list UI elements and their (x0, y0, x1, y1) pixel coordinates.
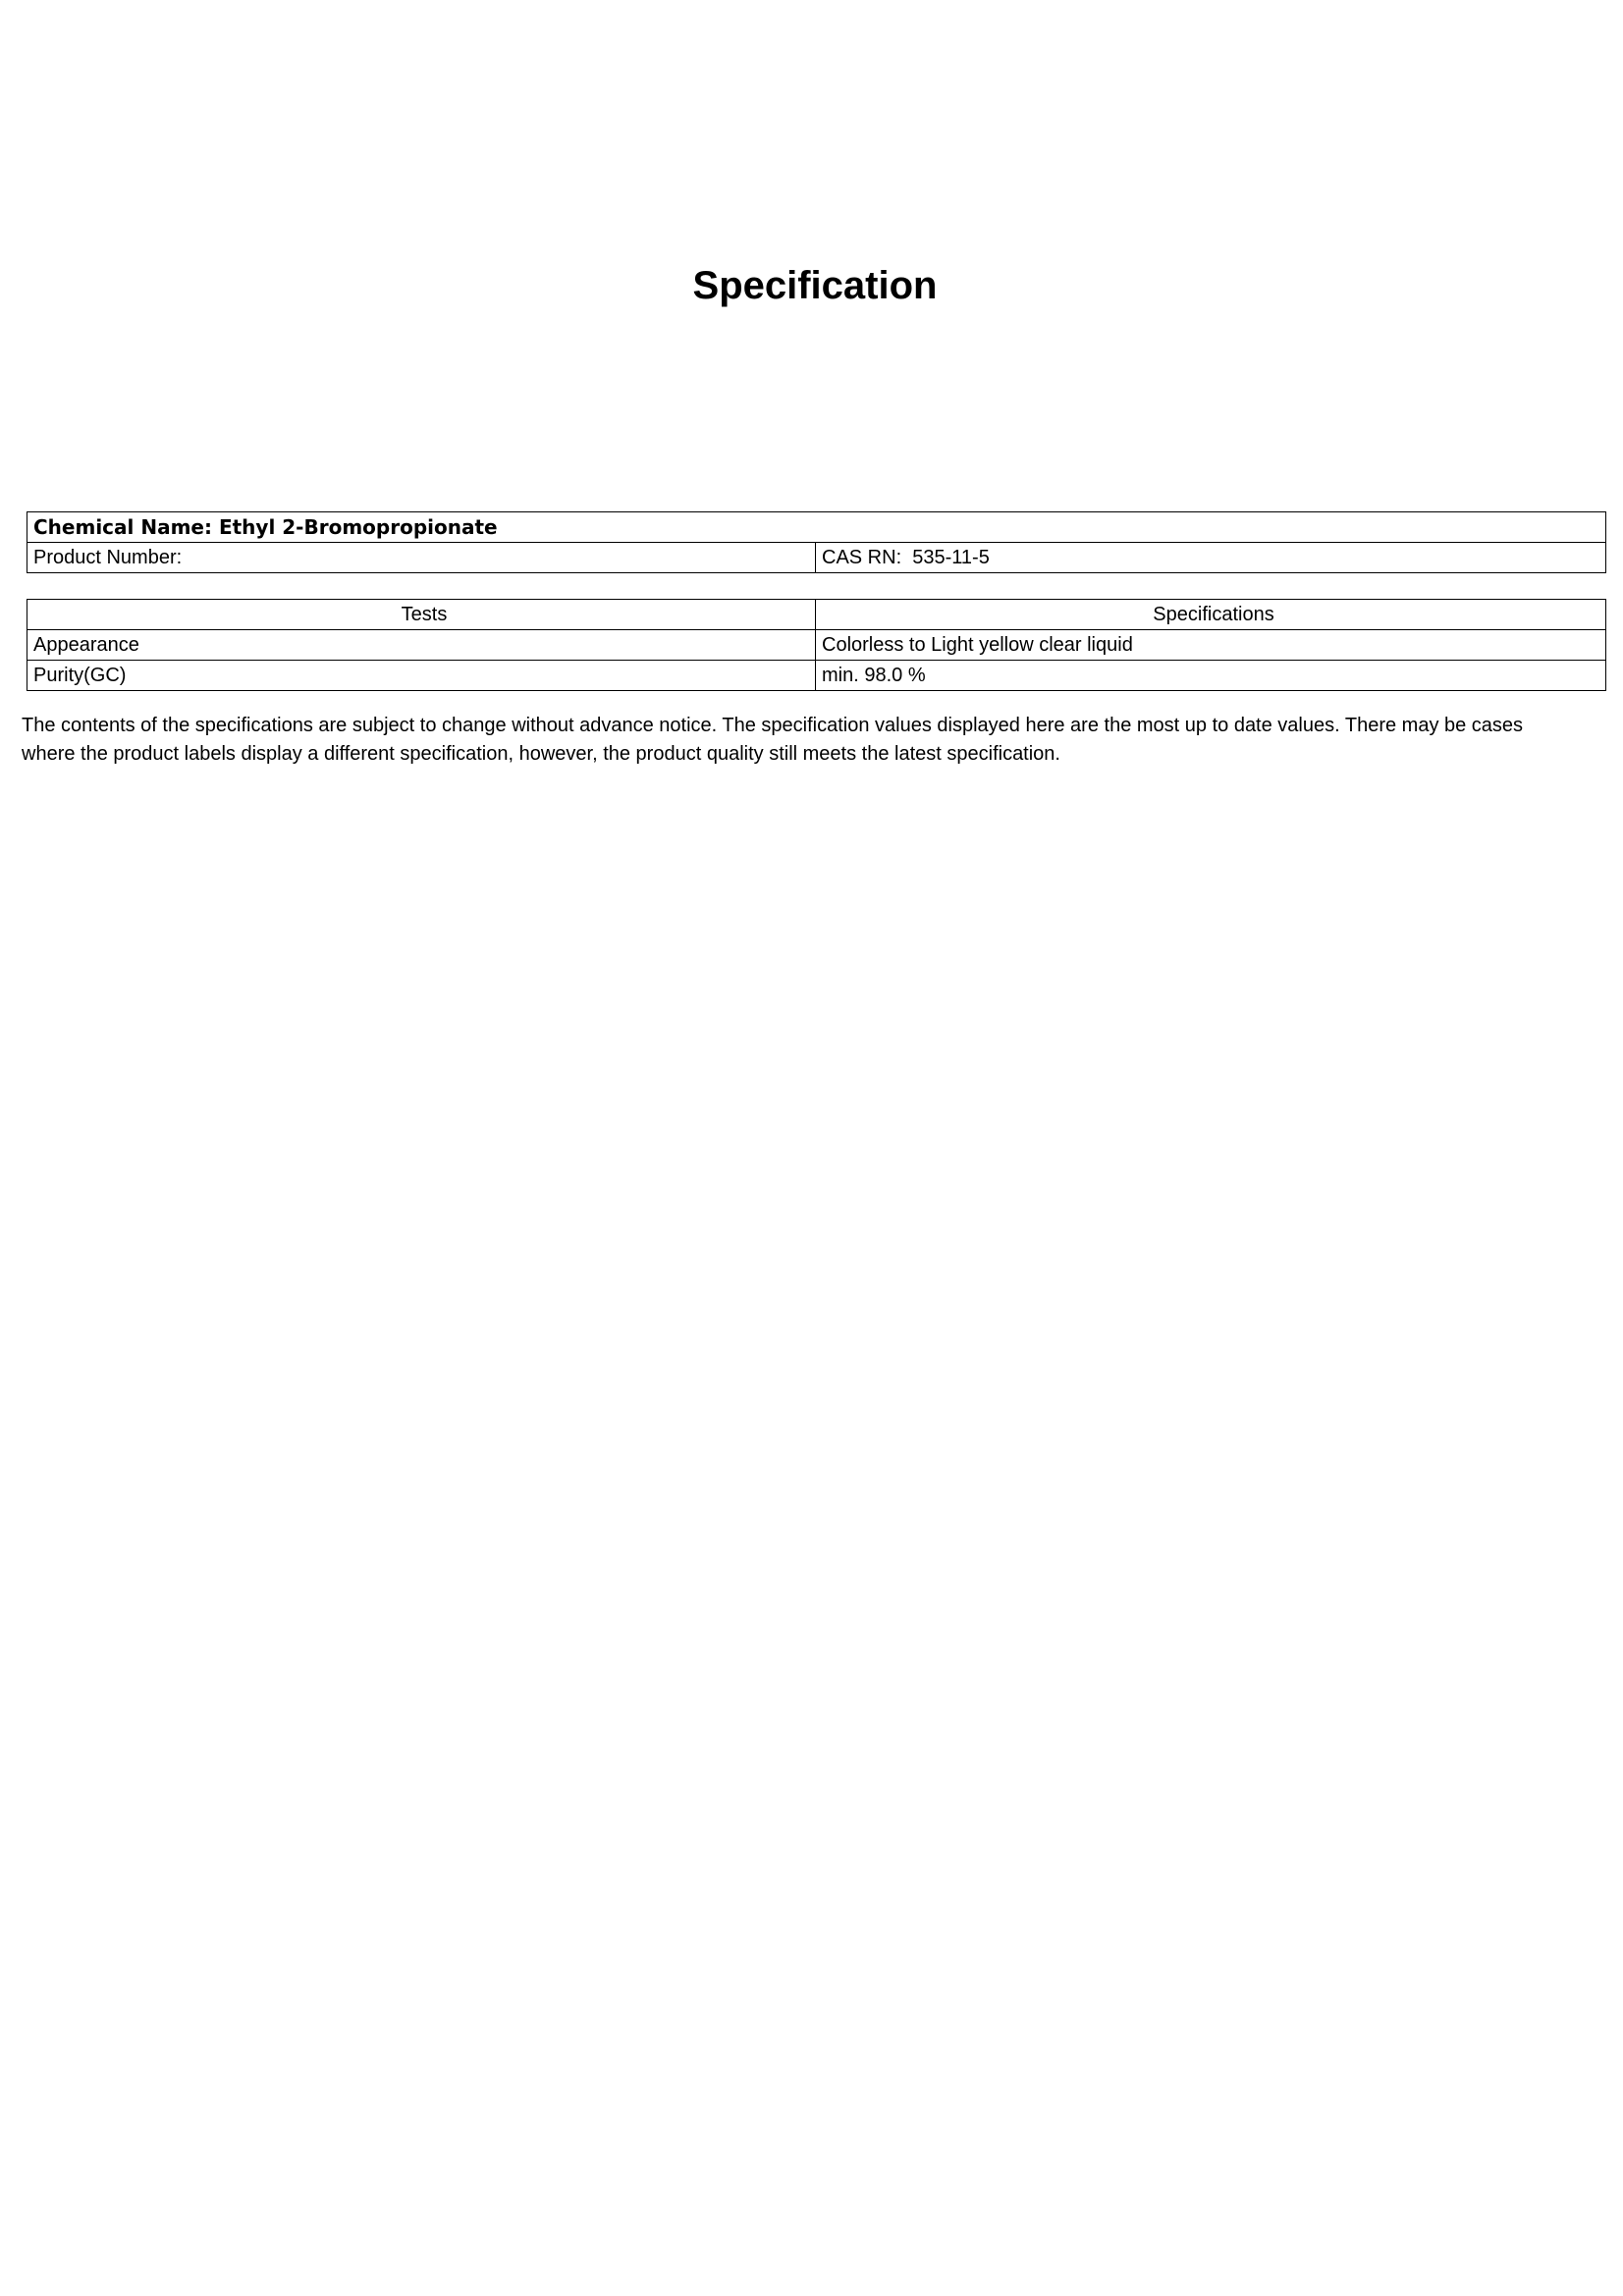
chemical-name-value: Ethyl 2-Bromopropionate (218, 515, 498, 539)
test-name-cell: Appearance (27, 630, 816, 661)
specifications-header: Specifications (816, 600, 1606, 630)
table-row (27, 630, 1606, 661)
tests-header: Tests (27, 600, 816, 630)
specification-value-cell: min. 98.0 % (816, 661, 1606, 691)
product-number-cell (27, 543, 816, 573)
specification-value-cell: Colorless to Light yellow clear liquid (816, 630, 1606, 661)
test-name-cell: Purity(GC) (27, 661, 816, 691)
cas-rn-label: CAS RN: (822, 547, 902, 568)
notice-line-1: The contents of the specifications are subject to change without advance notice. The specification values displayed here are the most up to date values. There may be cases (22, 715, 1524, 736)
specification-table (27, 599, 1606, 691)
table-row (27, 661, 1606, 691)
cas-rn-cell (816, 543, 1606, 573)
product-info-table (27, 511, 1606, 573)
product-number-row (27, 543, 1606, 573)
page-title: Specification (692, 264, 938, 307)
chemical-name-cell (27, 512, 1606, 543)
chemical-name-row (27, 512, 1606, 543)
disclaimer-notice (22, 712, 1553, 769)
cas-rn-value: 535-11-5 (912, 547, 990, 568)
notice-line-2: where the product labels display a different specification, however, the product quality still meets the latest specification. (22, 743, 1060, 765)
product-number-label: Product Number: (33, 547, 183, 568)
chemical-name-label: Chemical Name: (33, 515, 212, 539)
table-header-row (27, 600, 1606, 630)
